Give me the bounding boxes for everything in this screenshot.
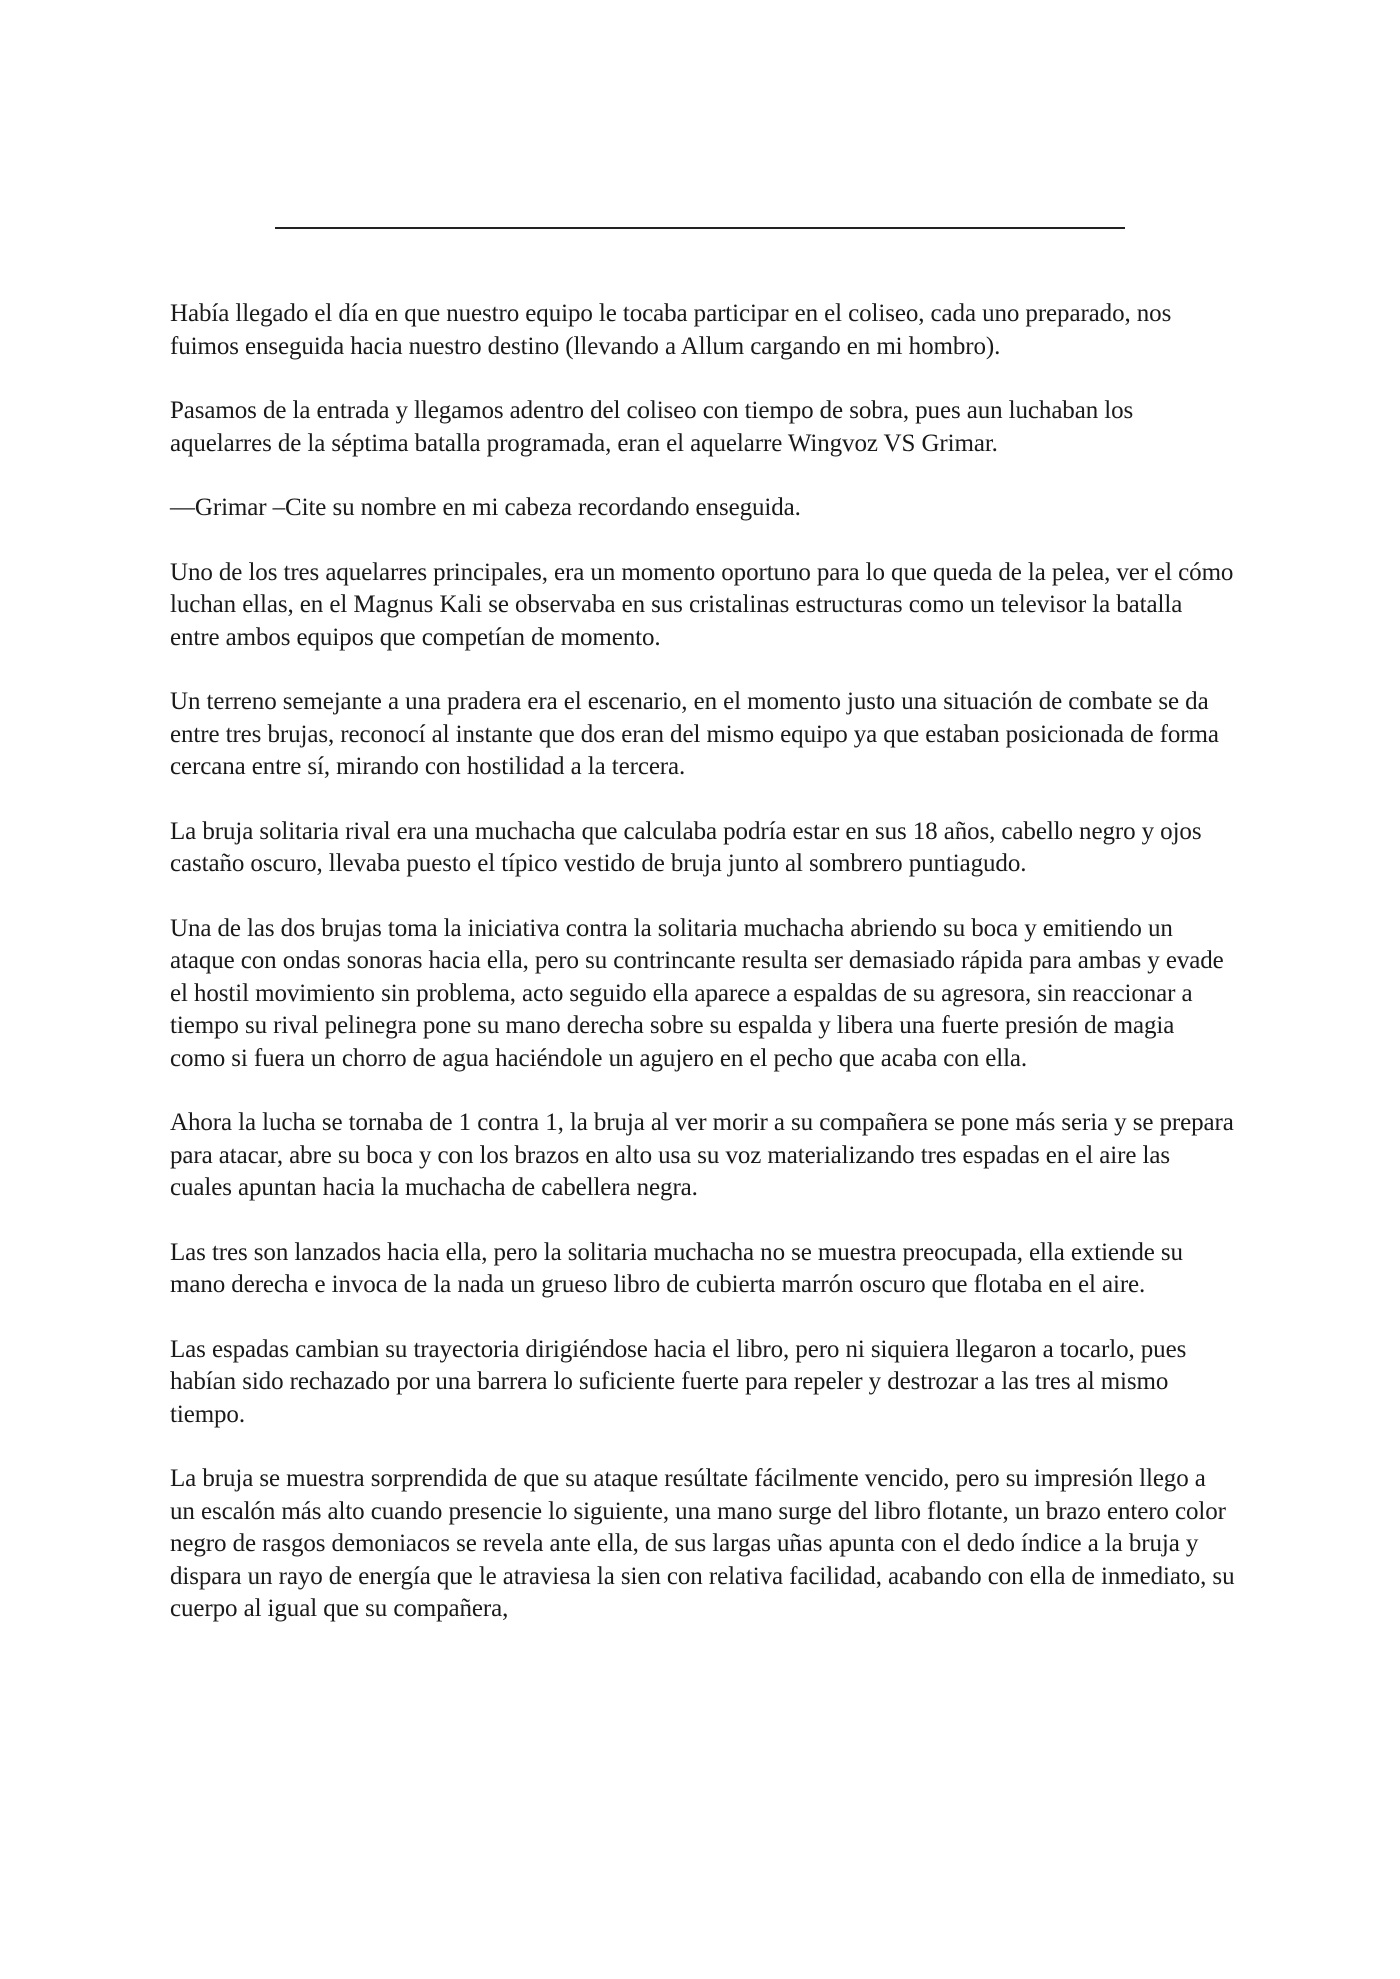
text-body [170, 298, 1235, 1658]
paragraph-7: Una de las dos brujas toma la iniciativa contra la solitaria muchacha abriendo su boca y emitiendo un ataque con ondas sonoras hacia ella, pero su contrincante resulta ser demasiado rápida para ambas y evade el hostil movimiento sin problema, acto seguido ella aparece a espaldas de su agresora, sin reaccionar a tiempo su rival pelinegra pone su mano derecha sobre su espalda y libera una fuerte presión de magia como si fuera un chorro de agua haciéndole un agujero en el pecho que acaba con ella. [170, 914, 1224, 1072]
paragraph-5: Un terreno semejante a una pradera era el escenario, en el momento justo una situación de combate se da entre tres brujas, reconocí al instante que dos eran del mismo equipo ya que estaban posicionada de forma cercana entre sí, mirando con hostilidad a la tercera. [170, 688, 1219, 780]
paragraph-6: La bruja solitaria rival era una muchacha que calculaba podría estar en sus 18 años, cabello negro y ojos castaño oscuro, llevaba puesto el típico vestido de bruja junto al sombrero puntiagudo. [170, 817, 1202, 877]
paragraph-9: Las tres son lanzados hacia ella, pero la solitaria muchacha no se muestra preocupada, ella extiende su mano derecha e invoca de la nada un grueso libro de cubierta marrón oscuro que flotaba en el aire. [170, 1238, 1183, 1298]
paragraph-1: Había llegado el día en que nuestro equipo le tocaba participar en el coliseo, cada uno preparado, nos fuimos enseguida hacia nuestro destino (llevando a Allum cargando en mi hombro). [170, 300, 1172, 360]
paragraph-3: —Grimar –Cite su nombre en mi cabeza recordando enseguida. [170, 494, 801, 521]
paragraph-2: Pasamos de la entrada y llegamos adentro del coliseo con tiempo de sobra, pues aun luchaban los aquelarres de la séptima batalla programada, eran el aquelarre Wingvoz VS Grimar. [170, 397, 1134, 457]
header-rule [275, 227, 1125, 229]
paragraph-11: La bruja se muestra sorprendida de que su ataque resúltate fácilmente vencido, pero su impresión llego a un escalón más alto cuando presencie lo siguiente, una mano surge del libro flotante, un brazo entero color negro de rasgos demoniacos se revela ante ella, de sus largas uñas apunta con el dedo índice a la bruja y dispara un rayo de energía que le atraviesa la sien con relativa facilidad, acabando con ella de inmediato, su cuerpo al igual que su compañera, [170, 1465, 1235, 1622]
paragraph-10: Las espadas cambian su trayectoria dirigiéndose hacia el libro, pero ni siquiera llegaron a tocarlo, pues habían sido rechazado por una barrera lo suficiente fuerte para repeler y destrozar a las tres al mismo tiempo. [170, 1335, 1187, 1428]
paragraph-8: Ahora la lucha se tornaba de 1 contra 1, la bruja al ver morir a su compañera se pone más seria y se prepara para atacar, abre su boca y con los brazos en alto usa su voz materializando tres espadas en el aire las cuales apuntan hacia la muchacha de cabellera negra. [170, 1109, 1234, 1201]
paragraph-4: Uno de los tres aquelarres principales, era un momento oportuno para lo que queda de la pelea, ver el cómo luchan ellas, en el Magnus Kali se observaba en sus cristalinas estructuras como un televisor la batalla entre ambos equipos que competían de momento. [170, 558, 1234, 651]
